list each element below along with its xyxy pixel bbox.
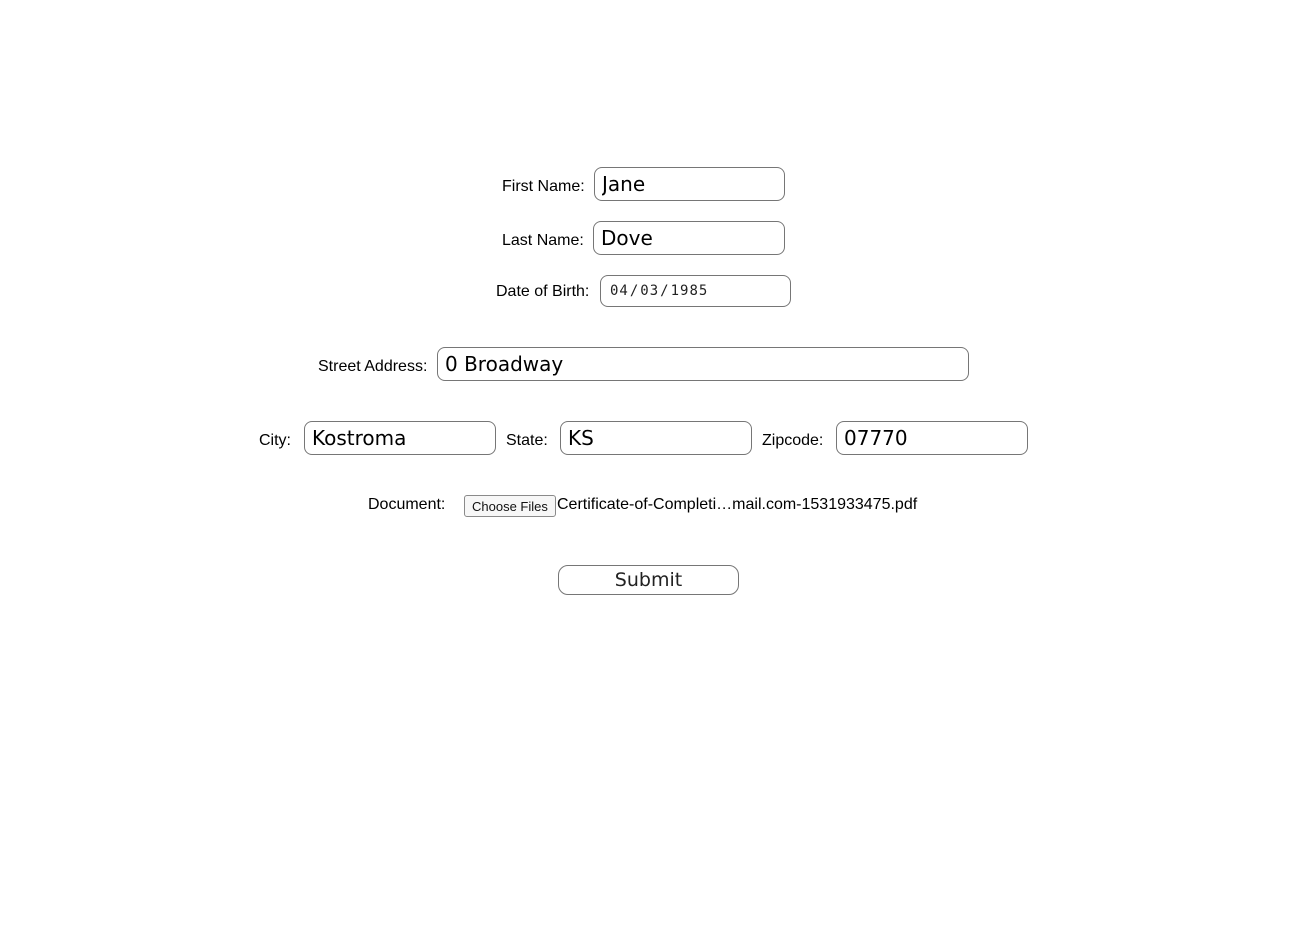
state-input[interactable]	[560, 421, 752, 455]
dob-separator: /	[629, 283, 640, 299]
dob-separator: /	[660, 283, 670, 299]
state-label: State:	[506, 432, 548, 449]
dob-year-segment[interactable]: 1985	[670, 283, 709, 299]
dob-day-segment[interactable]: 03	[640, 283, 660, 299]
city-label: City:	[259, 432, 291, 449]
city-input[interactable]	[304, 421, 496, 455]
last-name-input[interactable]	[593, 221, 785, 255]
last-name-label: Last Name:	[502, 232, 584, 249]
zipcode-label: Zipcode:	[762, 432, 824, 449]
zipcode-input[interactable]	[836, 421, 1028, 455]
document-label: Document:	[368, 496, 446, 513]
street-address-label: Street Address:	[318, 358, 428, 375]
date-of-birth-label: Date of Birth:	[496, 283, 590, 300]
submit-button[interactable]: Submit	[558, 565, 739, 595]
first-name-input[interactable]	[594, 167, 785, 201]
choose-files-button[interactable]: Choose Files	[464, 495, 556, 517]
selected-file-name: Certificate-of-Completi…mail.com-1531933475.pdf	[557, 496, 918, 513]
date-of-birth-input[interactable]	[600, 275, 791, 307]
first-name-label: First Name:	[502, 178, 585, 195]
street-address-input[interactable]	[437, 347, 969, 381]
dob-month-segment[interactable]: 04	[610, 283, 629, 299]
